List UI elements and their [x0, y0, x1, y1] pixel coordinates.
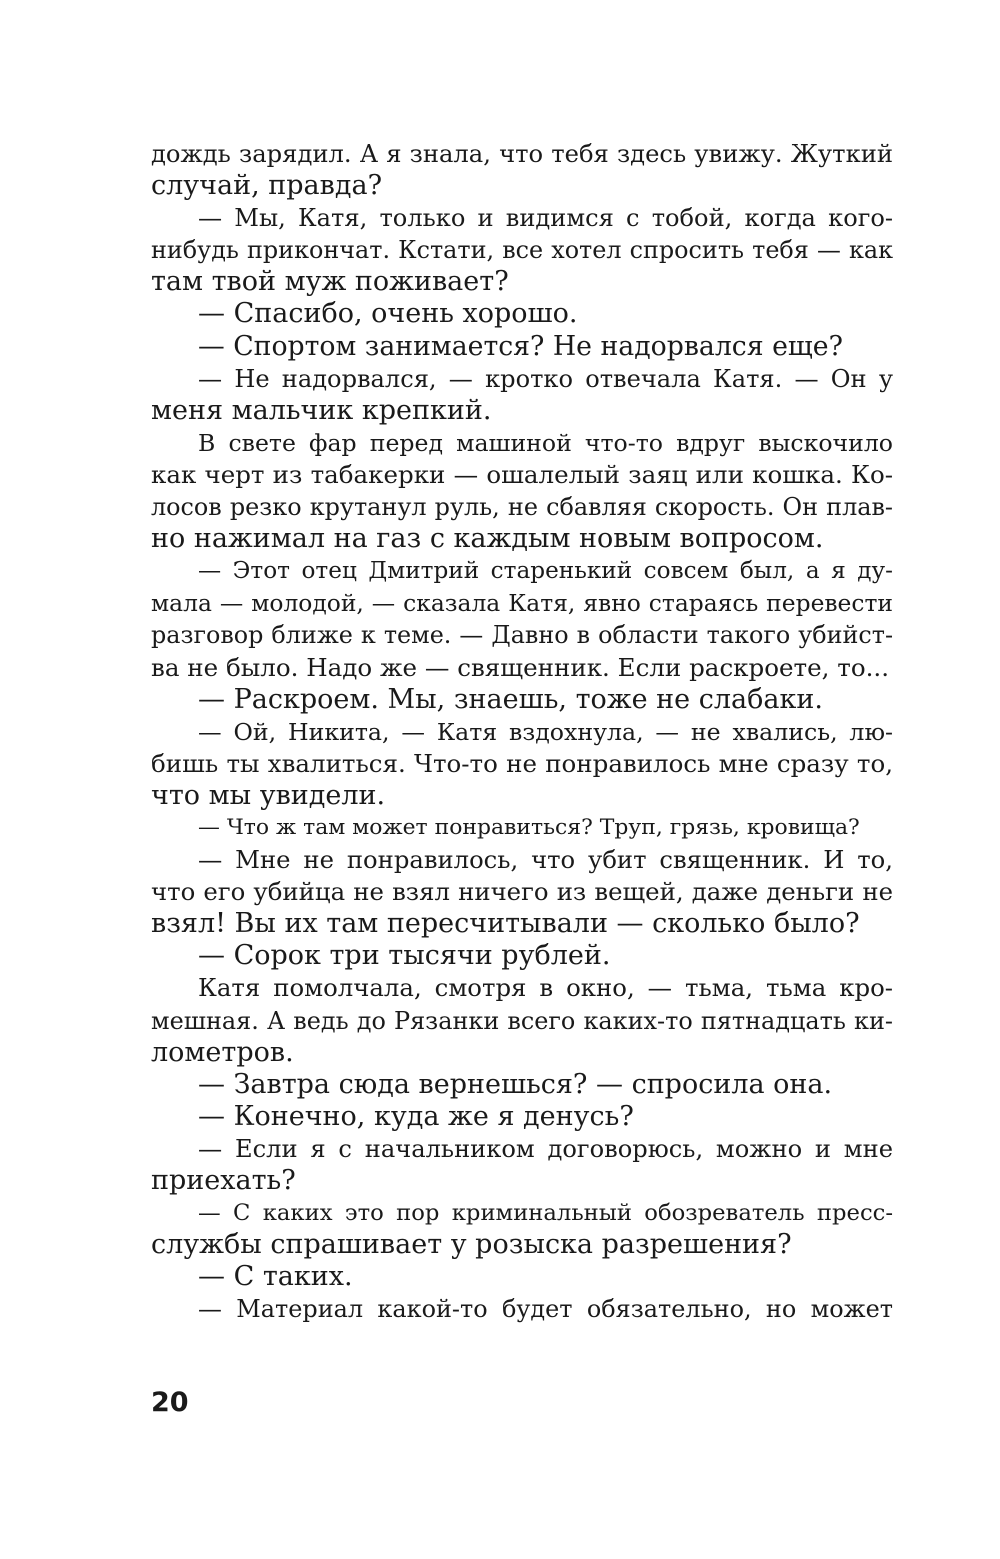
- text-line: что мы увидели.: [151, 779, 386, 811]
- text-line: — Материал какой-то будет обязательно, но может: [198, 1295, 893, 1324]
- text-line: как черт из табакерки — ошалелый заяц или кошка. Ко-: [151, 459, 893, 489]
- text-line: взял! Вы их там пересчитывали — сколько было?: [151, 908, 860, 940]
- text-line: — Этот отец Дмитрий старенький совсем был, а я ду-: [198, 558, 893, 585]
- page-body-text: [151, 138, 893, 1325]
- text-line: — Конечно, куда же я денусь?: [198, 1100, 634, 1132]
- text-line: нибудь прикончат. Кстати, все хотел спросить тебя — как: [151, 236, 893, 265]
- text-line: — Что ж там может понравиться? Труп, грязь, кровища?: [198, 814, 860, 840]
- text-line: мешная. А ведь до Рязанки всего каких-то пятнадцать ки-: [151, 1006, 893, 1035]
- text-line: — С каких это пор криминальный обозреватель пресс-: [198, 1200, 893, 1227]
- text-line: — Завтра сюда вернешься? — спросила она.: [198, 1068, 833, 1100]
- text-line: — С таких.: [198, 1261, 353, 1293]
- text-line: ва не было. Надо же — священник. Если раскроете, то...: [151, 652, 890, 682]
- page-number: 20: [151, 1387, 189, 1418]
- text-line: случай, правда?: [151, 170, 383, 202]
- text-line: там твой муж поживает?: [151, 266, 509, 298]
- text-line: службы спрашивает у розыска разрешения?: [151, 1229, 792, 1261]
- text-line: Катя помолчала, смотря в окно, — тьма, тьма кро-: [198, 973, 893, 1003]
- text-line: приехать?: [151, 1165, 296, 1196]
- text-line: бишь ты хвалиться. Что-то не понравилось мне сразу то,: [151, 748, 893, 778]
- text-line: — Если я с начальником договорюсь, можно и мне: [198, 1134, 893, 1163]
- text-line: — Спортом занимается? Не надорвался еще?: [198, 330, 843, 362]
- text-line: мала — молодой, — сказала Катя, явно стараясь перевести: [151, 589, 893, 618]
- text-line: — Ой, Никита, — Катя вздохнула, — не хвались, лю-: [198, 717, 893, 746]
- text-line: разговор ближе к теме. — Давно в области такого убийст-: [151, 621, 893, 650]
- text-line: что его убийца не взял ничего из вещей, даже деньги не: [151, 877, 893, 907]
- text-line: — Спасибо, очень хорошо.: [198, 298, 578, 330]
- text-line: меня мальчик крепкий.: [151, 394, 492, 426]
- text-line: лосов резко крутанул руль, не сбавляя скорость. Он плав-: [151, 493, 893, 522]
- text-line: но нажимал на газ с каждым новым вопросом.: [151, 523, 824, 555]
- text-line: дождь зарядил. А я знала, что тебя здесь увижу. Жуткий: [151, 140, 893, 168]
- text-line: — Мы, Катя, только и видимся с тобой, когда кого-: [198, 204, 893, 233]
- text-line: — Мне не понравилось, что убит священник. И то,: [198, 845, 893, 875]
- text-line: — Сорок три тысячи рублей.: [198, 940, 611, 972]
- text-line: — Не надорвался, — кротко отвечала Катя. — Он у: [198, 364, 893, 393]
- text-line: В свете фар перед машиной что-то вдруг выскочило: [198, 428, 893, 457]
- text-line: — Раскроем. Мы, знаешь, тоже не слабаки.: [198, 683, 823, 715]
- text-line: лометров.: [151, 1036, 294, 1068]
